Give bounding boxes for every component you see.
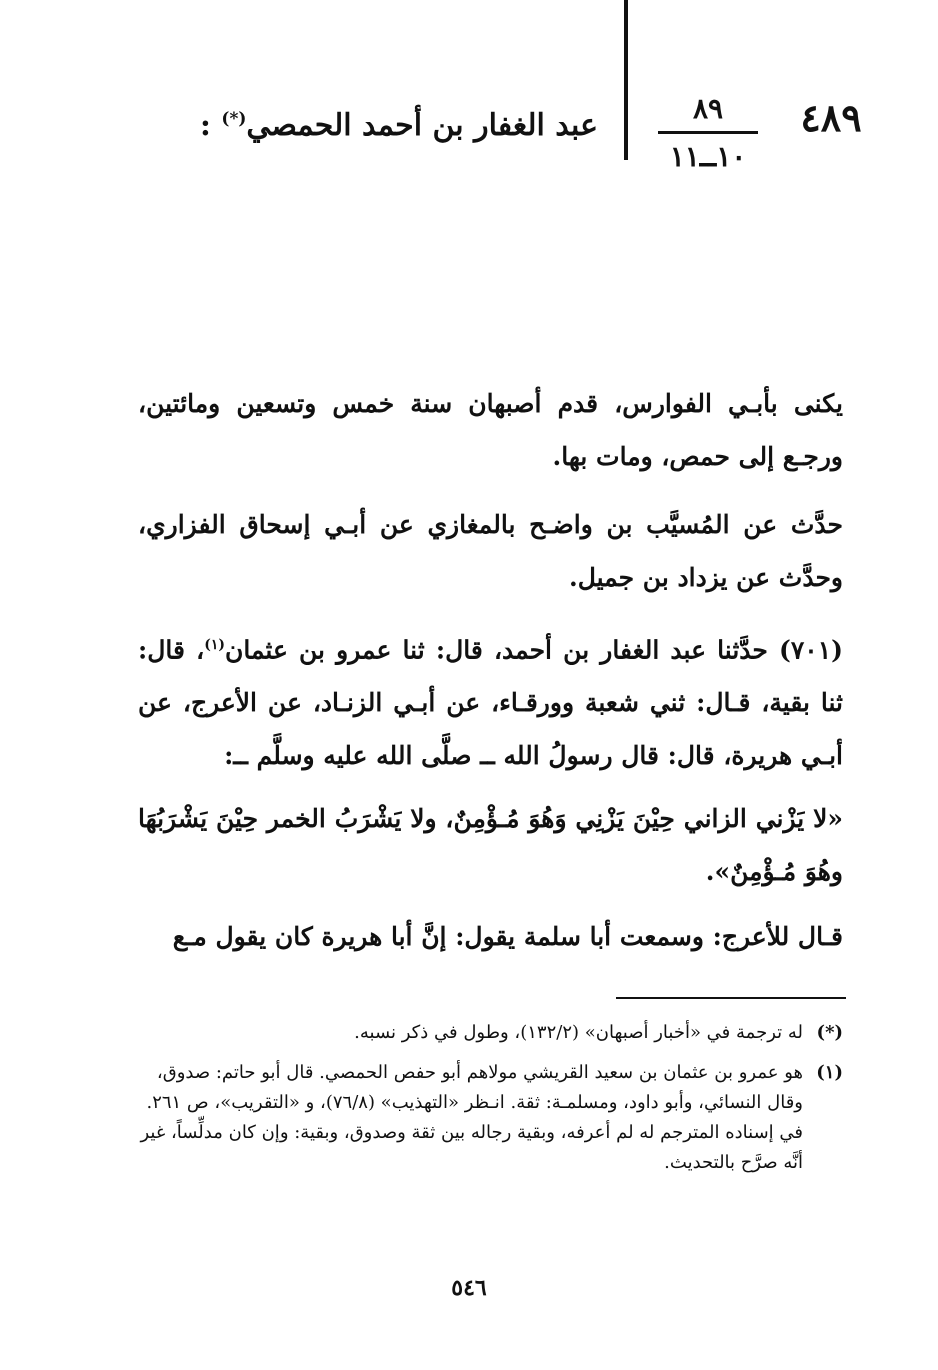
fraction-top: ٨٩ bbox=[658, 92, 758, 134]
entry-number: ٤٨٩ bbox=[800, 95, 862, 140]
fraction-bottom: ١٠ــ١١ bbox=[669, 140, 747, 173]
hadith-range-fraction bbox=[658, 92, 758, 173]
paragraph-kunya: يكنى بأبـي الفوارس، قدم أصبهان سنة خمس وتسعين ومائتين، ورجـع إلى حمص، ومات بها. bbox=[138, 389, 843, 471]
paragraph-teachers: حدَّث عن المُسيَّب بن واضـح بالمغازي عن أبـي إسحاق الفزاري، وحدَّث عن يزداد بن جميل. bbox=[138, 510, 843, 592]
isnad-text-b: ، قال: ثنا بقية، قـال: ثني شعبة وورقـاء، عن أبـي الزنـاد، عن الأعرج، عن أبـي هريرة، قال: قال رسولُ الله ــ صلَّى الله عليه وسلَّم ــ: bbox=[138, 635, 843, 771]
footnote-1-note: في إسناده المترجم له لم أعرفه، وبقية رجاله بين ثقة وصدوق، وبقية: وإن كان مدلِّساً، غير أنَّه صرَّح بالتحديث. bbox=[140, 1122, 803, 1173]
entry-title bbox=[118, 108, 598, 143]
paragraph-isnad bbox=[138, 619, 843, 782]
isnad-text-a: (٧٠١) حدَّثنا عبد الغفار بن أحمد، قال: ثنا عمرو بن عثمان bbox=[224, 635, 843, 665]
paragraph-continuation: قـال للأعرج: وسمعت أبا سلمة يقول: إنَّ أبا هريرة كان يقول مـع bbox=[172, 922, 843, 951]
footnote-separator bbox=[616, 997, 846, 999]
footnote-star bbox=[133, 1018, 843, 1048]
footnote-star-text: له ترجمة في «أخبار أصبهان» (١٣٢/٢)، وطول في ذكر نسبه. bbox=[354, 1022, 803, 1043]
title-footnote-mark: (*) bbox=[221, 109, 247, 129]
footnote-1 bbox=[133, 1058, 843, 1178]
header-vertical-rule bbox=[624, 0, 628, 160]
page-number: ٥٤٦ bbox=[451, 1275, 487, 1301]
title-colon: : bbox=[199, 108, 211, 143]
footnote-star-mark: (*) bbox=[816, 1022, 843, 1043]
title-text: عبد الغفار بن أحمد الحمصي bbox=[246, 108, 598, 143]
footnote-1-text: هو عمرو بن عثمان بن سعيد القريشي مولاهم أبو حفص الحمصي. قال أبو حاتم: صدوق، وقال النسائي، وأبو داود، ومسلمـة: ثقة. انـظر «التهذيب» (٧٦/٨)، و «التقريب»، ص ٢٦١. bbox=[146, 1062, 803, 1113]
footnote-1-mark: (١) bbox=[816, 1062, 843, 1083]
paragraph-hadith-text: «لا يَزْني الزاني حِيْنَ يَزْنِي وَهُوَ مُـؤْمِنٌ، ولا يَشْرَبُ الخمر حِيْنَ يَشْرَبُهَا وهُوَ مُـؤْمِنٌ». bbox=[138, 804, 843, 886]
footnote-ref-1: (١) bbox=[204, 637, 225, 653]
